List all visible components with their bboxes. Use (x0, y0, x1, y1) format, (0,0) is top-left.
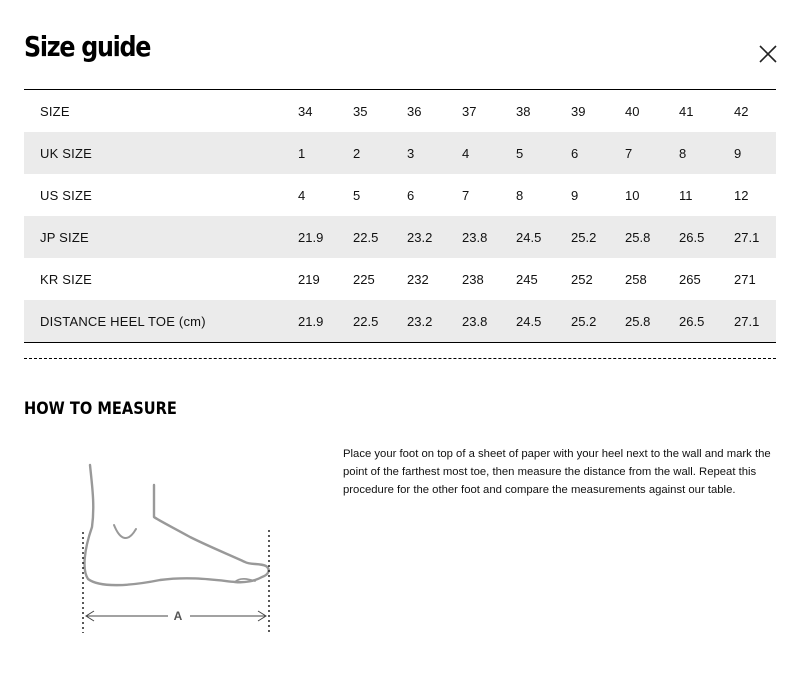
table-cell: 25.8 (625, 229, 651, 245)
table-cell: 7 (462, 187, 470, 203)
table-cell: 6 (407, 187, 415, 203)
table-cell: 219 (298, 271, 320, 287)
size-table (24, 89, 776, 343)
table-cell: 4 (462, 145, 470, 161)
row-label: DISTANCE HEEL TOE (cm) (40, 313, 206, 329)
close-icon[interactable] (754, 40, 782, 68)
table-cell: 26.5 (679, 313, 705, 329)
table-cell: 5 (353, 187, 361, 203)
table-cell: 25.2 (571, 313, 597, 329)
table-cell: 258 (625, 271, 647, 287)
ankle-curve (114, 525, 136, 538)
table-cell: 6 (571, 145, 579, 161)
table-row (24, 90, 776, 132)
table-cell: 252 (571, 271, 593, 287)
section-divider (24, 358, 776, 359)
row-label: US SIZE (40, 187, 92, 203)
table-cell: 3 (407, 145, 415, 161)
table-cell: 4 (298, 187, 306, 203)
table-cell: 9 (571, 187, 579, 203)
table-cell: 40 (625, 103, 640, 119)
row-label: JP SIZE (40, 229, 89, 245)
foot-measure-diagram (70, 455, 290, 640)
table-row (24, 258, 776, 300)
table-row (24, 300, 776, 342)
row-label: KR SIZE (40, 271, 92, 287)
table-cell: 37 (462, 103, 477, 119)
table-cell: 23.8 (462, 313, 488, 329)
table-cell: 245 (516, 271, 538, 287)
table-cell: 8 (679, 145, 687, 161)
table-cell: 39 (571, 103, 586, 119)
table-cell: 5 (516, 145, 524, 161)
table-cell: 21.9 (298, 229, 324, 245)
table-row (24, 132, 776, 174)
table-cell: 10 (625, 187, 640, 203)
table-cell: 27.1 (734, 313, 760, 329)
table-cell: 23.2 (407, 313, 433, 329)
table-cell: 2 (353, 145, 361, 161)
row-label: SIZE (40, 103, 70, 119)
table-cell: 38 (516, 103, 531, 119)
table-cell: 36 (407, 103, 422, 119)
table-cell: 34 (298, 103, 313, 119)
table-cell: 22.5 (353, 229, 379, 245)
table-cell: 265 (679, 271, 701, 287)
table-row (24, 174, 776, 216)
table-cell: 271 (734, 271, 756, 287)
table-cell: 22.5 (353, 313, 379, 329)
table-cell: 11 (679, 187, 693, 203)
table-cell: 232 (407, 271, 429, 287)
table-cell: 35 (353, 103, 368, 119)
table-cell: 27.1 (734, 229, 760, 245)
table-cell: 26.5 (679, 229, 705, 245)
table-cell: 23.2 (407, 229, 433, 245)
measure-description: Place your foot on top of a sheet of paper with your heel next to the wall and mark the point of the farthest most toe, then measure the distance from the wall. Repeat this procedure for the other foot and compare the measurements against our table. (343, 448, 771, 496)
table-cell: 41 (679, 103, 694, 119)
table-cell: 12 (734, 187, 749, 203)
table-cell: 1 (298, 145, 306, 161)
table-cell: 25.8 (625, 313, 651, 329)
table-cell: 7 (625, 145, 633, 161)
measure-label-a: A (173, 609, 183, 623)
table-cell: 42 (734, 103, 749, 119)
table-cell: 25.2 (571, 229, 597, 245)
table-cell: 21.9 (298, 313, 324, 329)
how-to-measure-heading: HOW TO MEASURE (24, 399, 177, 419)
table-cell: 24.5 (516, 313, 542, 329)
table-row (24, 216, 776, 258)
table-cell: 23.8 (462, 229, 488, 245)
foot-outline (85, 465, 269, 585)
page-title: Size guide (24, 30, 151, 63)
table-cell: 24.5 (516, 229, 542, 245)
table-cell: 9 (734, 145, 742, 161)
table-cell: 8 (516, 187, 524, 203)
row-label: UK SIZE (40, 145, 92, 161)
table-cell: 225 (353, 271, 375, 287)
table-cell: 238 (462, 271, 484, 287)
